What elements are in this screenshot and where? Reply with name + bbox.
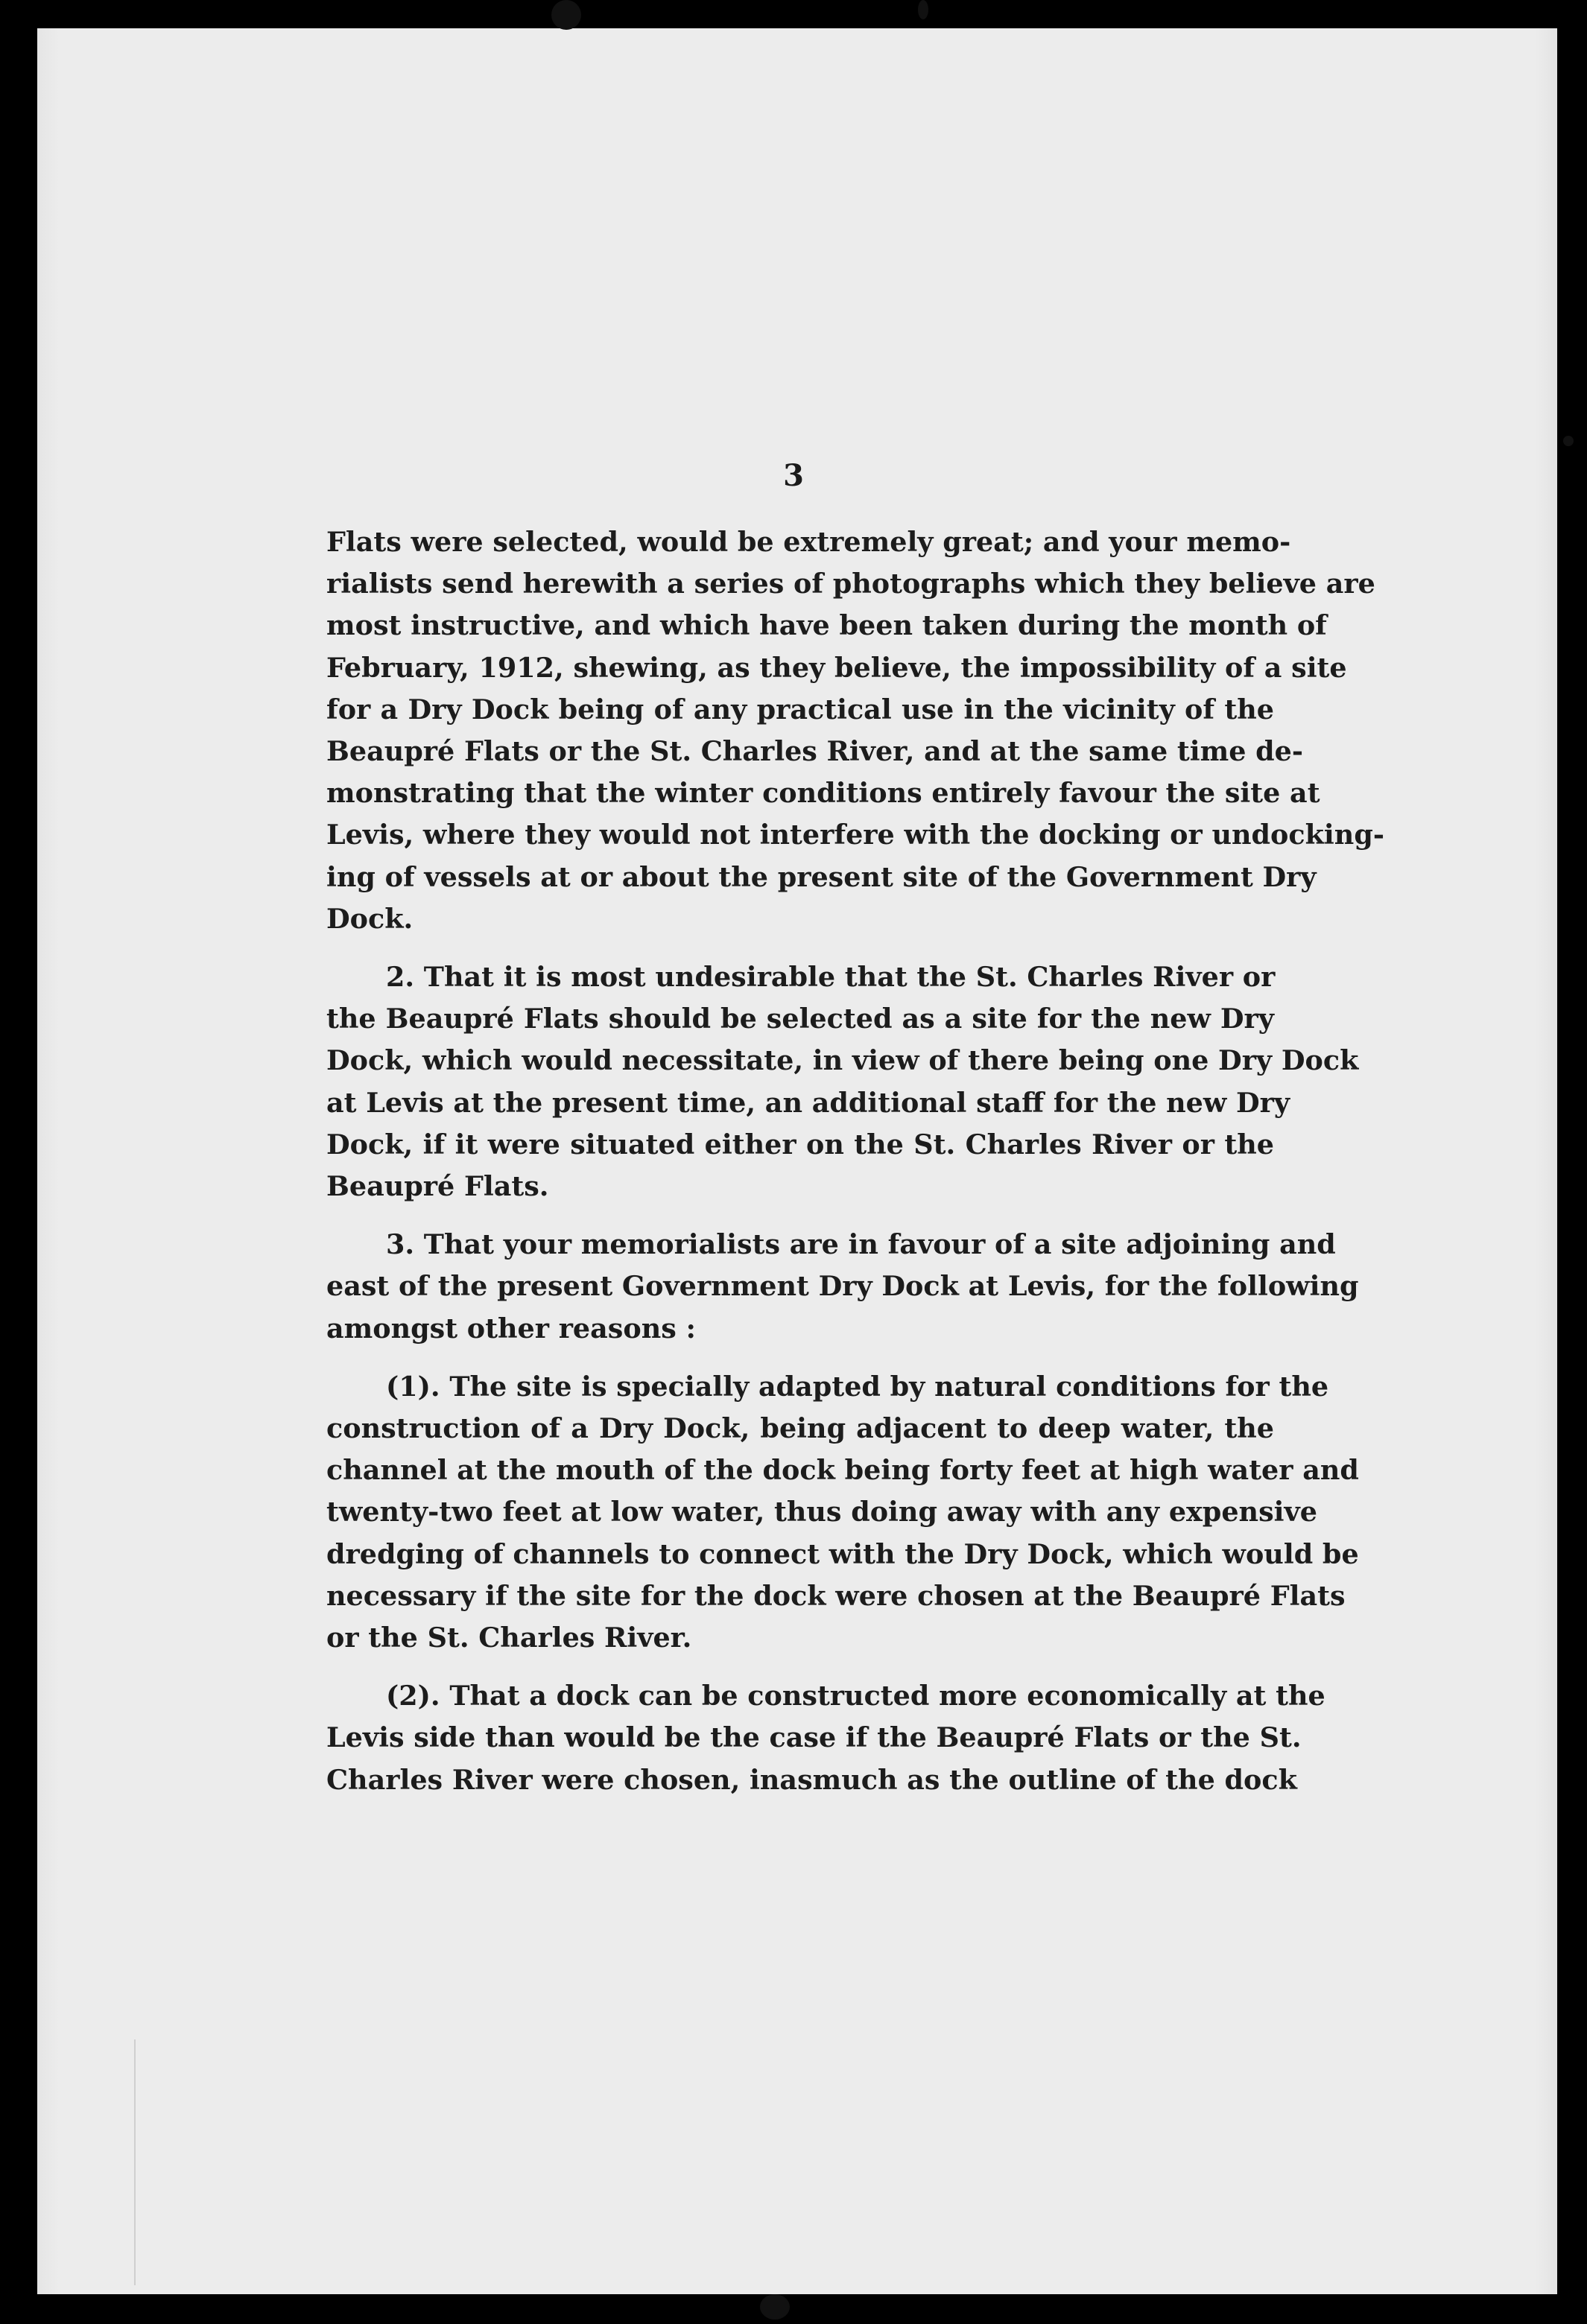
text-line: Beaupré Flats or the St. Charles River, and at the same time de-	[326, 735, 1304, 768]
text-line: Levis side than would be the case if the Beaupré Flats or the St.	[326, 1721, 1302, 1754]
scan-speck	[551, 0, 581, 30]
text-line: channel at the mouth of the dock being forty feet at high water and	[326, 1454, 1359, 1487]
text-line: 2. That it is most undesirable that the St. Charles River or	[386, 961, 1276, 994]
text-line: Beaupré Flats.	[326, 1170, 549, 1203]
text-line: Dock.	[326, 902, 414, 935]
paragraph	[326, 521, 1384, 940]
text-line: 3. That your memorialists are in favour of a site adjoining and	[386, 1228, 1336, 1261]
text-line: (1). The site is specially adapted by natural conditions for the	[386, 1370, 1329, 1403]
fold-line	[134, 2039, 136, 2285]
scan-speck	[760, 2294, 790, 2320]
text-line: Charles River were chosen, inasmuch as the outline of the dock	[326, 1763, 1297, 1796]
page-number: 3	[783, 458, 804, 493]
text-line: construction of a Dry Dock, being adjacent to deep water, the	[326, 1412, 1274, 1445]
text-line: for a Dry Dock being of any practical use in the vicinity of the	[326, 693, 1274, 726]
text-line: most instructive, and which have been taken during the month of	[326, 609, 1327, 642]
text-line: ing of vessels at or about the present site of the Government Dry	[326, 860, 1317, 893]
paragraph	[326, 1366, 1359, 1659]
scan-speck	[918, 0, 928, 19]
text-line: twenty-two feet at low water, thus doing away with any expensive	[326, 1496, 1317, 1528]
text-line: amongst other reasons :	[326, 1312, 696, 1344]
text-line: the Beaupré Flats should be selected as a site for the new Dry	[326, 1003, 1274, 1035]
text-line: Dock, if it were situated either on the St. Charles River or the	[326, 1128, 1274, 1161]
text-line: dredging of channels to connect with the Dry Dock, which would be	[326, 1537, 1359, 1570]
paragraph	[326, 1675, 1325, 1801]
text-line: monstrating that the winter conditions entirely favour the site at	[326, 777, 1320, 810]
text-line: or the St. Charles River.	[326, 1622, 692, 1654]
text-line: (2). That a dock can be constructed more economically at the	[386, 1680, 1325, 1712]
body-text	[326, 521, 1384, 1801]
text-line: necessary if the site for the dock were chosen at the Beaupré Flats	[326, 1579, 1346, 1612]
scan-speck	[1563, 436, 1574, 446]
text-line: Dock, which would necessitate, in view of there being one Dry Dock	[326, 1044, 1359, 1077]
text-line: at Levis at the present time, an additional staff for the new Dry	[326, 1086, 1290, 1119]
text-line: February, 1912, shewing, as they believe, the impossibility of a site	[326, 651, 1347, 684]
text-line: Levis, where they would not interfere with the docking or undocking-	[326, 819, 1384, 851]
text-line: Flats were selected, would be extremely great; and your memo-	[326, 526, 1291, 558]
text-line: rialists send herewith a series of photographs which they believe are	[326, 568, 1375, 600]
text-line: east of the present Government Dry Dock at Levis, for the following	[326, 1270, 1359, 1303]
paragraph	[326, 1224, 1359, 1350]
paragraph	[326, 956, 1359, 1207]
